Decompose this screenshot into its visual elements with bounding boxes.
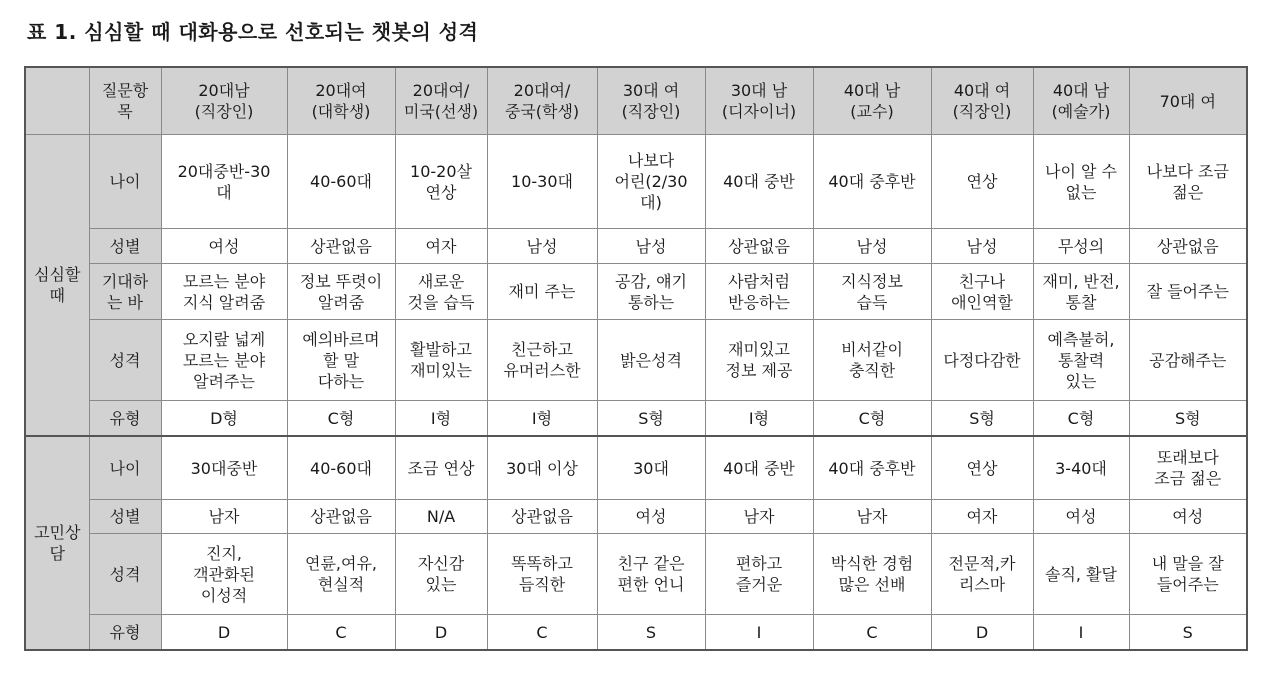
table-cell xyxy=(161,615,287,651)
table-cell xyxy=(1033,229,1129,264)
table-cell xyxy=(813,534,931,615)
table-cell xyxy=(395,135,487,229)
table-cell-text: 공감해주는 xyxy=(1149,350,1227,370)
table-cell-text: 남성 xyxy=(526,236,558,256)
table-cell xyxy=(1129,500,1247,534)
table-cell xyxy=(813,500,931,534)
column-header xyxy=(395,67,487,135)
table-cell-text: 전문적,카 리스마 xyxy=(948,554,1016,594)
row-label xyxy=(89,320,161,401)
table-cell xyxy=(1033,436,1129,500)
row-label xyxy=(89,229,161,264)
table-cell xyxy=(1129,615,1247,651)
table-cell xyxy=(813,436,931,500)
column-header xyxy=(1033,67,1129,135)
table-cell-text: 남성 xyxy=(635,236,667,256)
table-cell xyxy=(597,401,705,437)
table-cell-text: S형 xyxy=(969,408,995,428)
table-cell xyxy=(597,500,705,534)
table-cell xyxy=(287,264,395,320)
table-cell-text: 진지, 객관화된 이성적 xyxy=(193,543,255,605)
table-cell-text: 지식정보 습득 xyxy=(841,271,903,312)
table-cell-text: 30대 xyxy=(633,458,669,478)
table-cell xyxy=(931,135,1033,229)
table-cell xyxy=(395,264,487,320)
table-cell xyxy=(487,135,597,229)
table-cell-text: 재미 주는 xyxy=(508,282,576,301)
table-caption: 표 1. 심심할 때 대화용으로 선호되는 챗봇의 성격 xyxy=(27,20,479,44)
table-cell xyxy=(1033,320,1129,401)
table-row xyxy=(25,436,1247,500)
table-cell-text: S형 xyxy=(638,408,664,428)
table-cell-text: 오지랖 넓게 모르는 분야 알려주는 xyxy=(182,329,266,391)
column-header xyxy=(931,67,1033,135)
table-cell-text: 다정다감한 xyxy=(943,350,1021,370)
table-cell-text: N/A xyxy=(426,507,456,526)
table-cell xyxy=(161,135,287,229)
row-label-text: 나이 xyxy=(109,458,141,478)
table-cell xyxy=(487,500,597,534)
table-cell xyxy=(1033,401,1129,437)
table-cell-text: 연상 xyxy=(966,458,998,478)
table-cell-text: S xyxy=(645,622,657,642)
table-cell xyxy=(813,401,931,437)
table-cell xyxy=(1129,320,1247,401)
table-cell xyxy=(931,229,1033,264)
table-cell-text: 활발하고 재미있는 xyxy=(410,340,472,380)
column-header-text: 40대 남 (교수) xyxy=(843,81,901,121)
table-cell xyxy=(287,229,395,264)
table-cell xyxy=(813,135,931,229)
table-cell xyxy=(597,436,705,500)
persona-table xyxy=(24,66,1248,651)
column-header-text: 20대여 (대학생) xyxy=(311,81,371,121)
table-cell xyxy=(813,229,931,264)
table-cell-text: 예의바르며 할 말 다하는 xyxy=(302,329,380,391)
table-cell-text: C형 xyxy=(1067,408,1095,428)
section-label-text: 심심할 때 xyxy=(34,265,81,305)
row-label-text: 유형 xyxy=(109,408,141,428)
table-cell xyxy=(931,264,1033,320)
table-cell-text: 10-30대 xyxy=(511,172,573,191)
table-cell xyxy=(1129,534,1247,615)
header-row-label-text: 질문항 목 xyxy=(101,81,149,121)
table-cell xyxy=(487,436,597,500)
table-cell-text: C형 xyxy=(858,408,886,428)
table-cell-text: 연륜,여유, 현실적 xyxy=(305,554,377,594)
table-cell xyxy=(1129,135,1247,229)
column-header xyxy=(287,67,395,135)
table-cell xyxy=(487,534,597,615)
table-cell-text: 10-20살 연상 xyxy=(410,161,472,202)
table-cell-text: 사람처럼 반응하는 xyxy=(728,271,790,312)
table-cell xyxy=(597,534,705,615)
table-cell-text: 재미, 반전, 통찰 xyxy=(1042,271,1120,312)
table-cell xyxy=(931,615,1033,651)
table-cell xyxy=(487,615,597,651)
table-cell xyxy=(705,264,813,320)
table-cell-text: 40대 중반 xyxy=(723,172,795,191)
table-cell-text: 20대중반-30 대 xyxy=(177,161,271,202)
table-cell xyxy=(161,436,287,500)
table-cell xyxy=(287,401,395,437)
table-cell-text: 남자 xyxy=(743,507,775,526)
row-label xyxy=(89,534,161,615)
row-label xyxy=(89,500,161,534)
table-cell-text: D xyxy=(217,622,231,642)
table-row xyxy=(25,534,1247,615)
table-cell-text: 예측불허, 통찰력 있는 xyxy=(1047,329,1115,391)
table-cell xyxy=(705,229,813,264)
table-cell-text: I형 xyxy=(748,408,770,428)
table-cell xyxy=(597,615,705,651)
column-header-text: 40대 남 (예술가) xyxy=(1051,81,1111,121)
table-cell-text: 상관없음 xyxy=(1156,236,1219,256)
table-cell xyxy=(597,135,705,229)
section-label-text: 고민상 담 xyxy=(34,523,81,563)
table-cell-text: C xyxy=(866,622,878,642)
table-cell-text: 나이 알 수 없는 xyxy=(1045,161,1117,202)
table-cell xyxy=(161,320,287,401)
table-cell-text: 여자 xyxy=(966,507,998,526)
table-cell xyxy=(705,534,813,615)
table-cell xyxy=(287,436,395,500)
column-header-text: 70대 여 xyxy=(1159,91,1216,111)
table-cell xyxy=(395,436,487,500)
table-cell-text: 40대 중반 xyxy=(723,458,795,478)
table-cell xyxy=(1033,534,1129,615)
table-cell xyxy=(395,534,487,615)
table-cell-text: 또래보다 조금 젊은 xyxy=(1154,448,1222,488)
table-cell xyxy=(287,615,395,651)
column-header-text: 30대 남 (디자이너) xyxy=(721,81,797,121)
column-header xyxy=(1129,67,1247,135)
table-cell-text: 상관없음 xyxy=(728,236,790,256)
row-label-text: 기대하 는 바 xyxy=(101,271,149,312)
table-cell-text: 박식한 경험 많은 선배 xyxy=(830,554,914,594)
table-cell xyxy=(1033,264,1129,320)
corner-cell xyxy=(25,67,89,135)
table-cell-text: 친구 같은 편한 언니 xyxy=(617,554,685,594)
column-header xyxy=(487,67,597,135)
table-cell xyxy=(931,401,1033,437)
column-header-text: 20대남 (직장인) xyxy=(194,81,254,121)
table-cell xyxy=(597,264,705,320)
table-cell-text: 내 말을 잘 들어주는 xyxy=(1151,554,1224,594)
table-cell xyxy=(705,320,813,401)
section-label xyxy=(25,436,89,650)
table-cell-text: 여자 xyxy=(425,236,457,256)
table-cell xyxy=(705,436,813,500)
table-cell xyxy=(395,500,487,534)
table-cell-text: 남자 xyxy=(856,507,888,526)
table-cell-text: 40-60대 xyxy=(310,172,372,191)
table-cell-text: 상관없음 xyxy=(511,507,573,526)
table-cell xyxy=(287,534,395,615)
table-cell xyxy=(395,615,487,651)
row-label-text: 성격 xyxy=(109,350,141,370)
table-cell xyxy=(287,500,395,534)
table-cell-text: 여성 xyxy=(635,507,667,526)
row-label-text: 나이 xyxy=(109,172,141,191)
table-cell xyxy=(1033,500,1129,534)
table-cell-text: S형 xyxy=(1174,408,1201,428)
table-cell-text: 조금 연상 xyxy=(407,458,475,478)
table-cell-text: C xyxy=(536,622,548,642)
table-cell-text: 재미있고 정보 제공 xyxy=(725,340,793,380)
table-cell xyxy=(1033,615,1129,651)
table-cell-text: 자신감 있는 xyxy=(417,554,465,594)
table-cell-text: 밝은성격 xyxy=(620,350,682,370)
table-cell-text: I xyxy=(1078,622,1084,642)
table-cell xyxy=(161,500,287,534)
table-cell-text: 여성 xyxy=(1172,507,1204,526)
table-cell-text: D xyxy=(434,622,448,642)
table-cell-text: 똑똑하고 듬직한 xyxy=(511,554,573,594)
table-cell xyxy=(487,264,597,320)
table-cell xyxy=(597,320,705,401)
table-cell-text: 30대 이상 xyxy=(506,458,578,478)
table-row xyxy=(25,135,1247,229)
table-cell xyxy=(1129,264,1247,320)
column-header xyxy=(705,67,813,135)
row-label xyxy=(89,135,161,229)
table-cell-text: 공감, 얘기 통하는 xyxy=(615,271,687,312)
column-header-text: 20대여/ 중국(학생) xyxy=(504,81,580,121)
column-header-text: 30대 여 (직장인) xyxy=(621,81,681,121)
row-label xyxy=(89,401,161,437)
table-cell-text: I형 xyxy=(430,408,452,428)
table-cell xyxy=(1033,135,1129,229)
header-row xyxy=(25,67,1247,135)
table-cell-text: 모르는 분야 지식 알려줌 xyxy=(182,271,266,312)
table-cell-text: I xyxy=(756,622,762,642)
table-cell xyxy=(813,320,931,401)
header-row-label xyxy=(89,67,161,135)
table-cell xyxy=(395,229,487,264)
column-header xyxy=(161,67,287,135)
row-label xyxy=(89,264,161,320)
column-header-text: 20대여/ 미국(선생) xyxy=(403,81,479,121)
table-cell-text: 남성 xyxy=(856,236,888,256)
table-row xyxy=(25,320,1247,401)
table-cell xyxy=(1129,436,1247,500)
table-cell-text: 남자 xyxy=(208,507,240,526)
table-cell xyxy=(931,436,1033,500)
table-cell xyxy=(395,320,487,401)
table-cell xyxy=(705,135,813,229)
table-cell-text: 나보다 조금 젊은 xyxy=(1146,161,1229,202)
table-cell xyxy=(487,401,597,437)
table-cell xyxy=(705,500,813,534)
table-cell xyxy=(161,401,287,437)
table-row xyxy=(25,229,1247,264)
table-row xyxy=(25,615,1247,651)
table-cell-text: 친구나 애인역할 xyxy=(951,271,1013,312)
table-cell-text: I형 xyxy=(531,408,553,428)
table-cell-text: 정보 뚜렷이 알려줌 xyxy=(299,271,383,312)
table-cell-text: 솔직, 활달 xyxy=(1045,564,1117,584)
table-cell-text: 남성 xyxy=(966,236,998,256)
row-label-text: 유형 xyxy=(109,622,141,642)
table-cell-text: D xyxy=(975,622,989,642)
table-cell-text: 연상 xyxy=(966,172,998,191)
table-cell xyxy=(813,264,931,320)
table-cell-text: 잘 들어주는 xyxy=(1146,282,1229,301)
table-cell-text: S xyxy=(1182,622,1193,642)
table-cell-text: 40-60대 xyxy=(310,458,372,478)
row-label-text: 성격 xyxy=(109,564,141,584)
column-header xyxy=(813,67,931,135)
table-cell-text: C형 xyxy=(327,408,355,428)
table-cell xyxy=(161,264,287,320)
table-cell xyxy=(931,534,1033,615)
table-cell-text: 상관없음 xyxy=(310,236,372,256)
table-cell xyxy=(395,401,487,437)
table-cell xyxy=(487,229,597,264)
table-cell xyxy=(931,500,1033,534)
table-cell-text: 3-40대 xyxy=(1055,458,1107,478)
table-row xyxy=(25,401,1247,437)
table-cell xyxy=(1129,401,1247,437)
table-body xyxy=(25,67,1247,650)
table-cell xyxy=(705,615,813,651)
table-cell xyxy=(931,320,1033,401)
column-header-text: 40대 여 (직장인) xyxy=(952,81,1012,121)
table-cell-text: 상관없음 xyxy=(310,507,372,526)
row-label xyxy=(89,436,161,500)
table-cell xyxy=(487,320,597,401)
table-cell xyxy=(1129,229,1247,264)
column-header xyxy=(597,67,705,135)
table-cell-text: C xyxy=(335,622,347,642)
table-cell-text: 여성 xyxy=(208,236,240,256)
table-cell-text: 비서같이 충직한 xyxy=(841,340,903,380)
table-cell-text: 새로운 것을 습득 xyxy=(407,271,475,312)
table-cell-text: 편하고 즐거운 xyxy=(735,554,783,594)
table-cell-text: 친근하고 유머러스한 xyxy=(503,340,581,380)
table-cell-text: 나보다 어린(2/30 대) xyxy=(614,151,688,212)
row-label-text: 성별 xyxy=(109,236,141,256)
table-cell-text: 40대 중후반 xyxy=(828,172,916,191)
section-label xyxy=(25,135,89,437)
table-cell-text: 30대중반 xyxy=(190,458,258,478)
table-cell xyxy=(161,534,287,615)
table-cell-text: 무성의 xyxy=(1057,236,1105,256)
table-cell xyxy=(813,615,931,651)
table-cell xyxy=(597,229,705,264)
row-label xyxy=(89,615,161,651)
table-row xyxy=(25,264,1247,320)
table-row xyxy=(25,500,1247,534)
table-cell-text: 여성 xyxy=(1065,507,1097,526)
table-cell xyxy=(287,135,395,229)
table-cell xyxy=(287,320,395,401)
row-label-text: 성별 xyxy=(109,507,141,526)
table-cell xyxy=(161,229,287,264)
table-cell-text: D형 xyxy=(210,408,238,428)
table-cell xyxy=(705,401,813,437)
table-cell-text: 40대 중후반 xyxy=(828,458,916,478)
